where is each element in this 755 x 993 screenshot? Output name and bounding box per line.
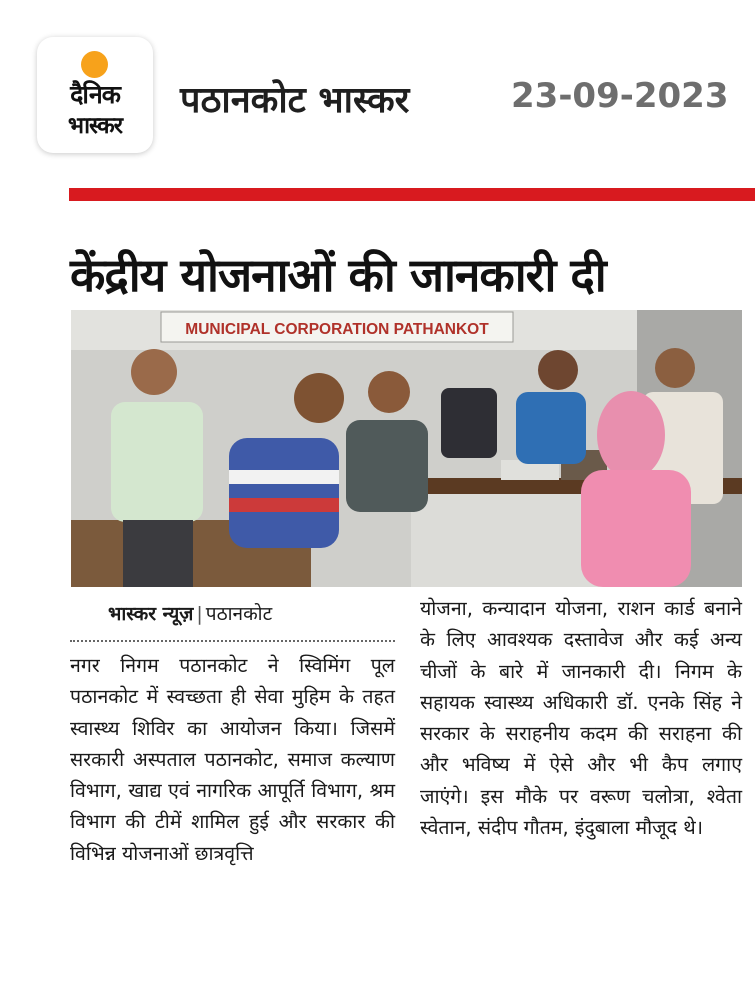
article-body-column-1: नगर निगम पठानकोट ने स्विमिंग पूल पठानकोट में स्वच्छता ही सेवा मुहिम के तहत स्वास्थ्य शिविर का आयोजन किया। जिसमें सरकारी अस्पताल पठानकोट, समाज कल्याण विभाग, खाद्य एवं नागरिक आपूर्ति विभाग, श्रम विभाग की टीमें शामिल हुई और सरकार की विभिन्न योजनाओं छात्रवृत्ति <box>70 654 395 865</box>
article-photo <box>71 310 742 587</box>
edition-title: पठानकोट भास्कर <box>180 80 410 121</box>
logo-text-line2: भास्कर <box>67 113 123 139</box>
article-body-column-2: योजना, कन्यादान योजना, राशन कार्ड बनाने के लिए आवश्यक दस्तावेज और कई अन्य चीजों के बारे में जानकारी दी। निगम के सहायक स्वास्थ्य अधिकारी डॉ. एनके सिंह ने सरकार के सराहनीय कदम की सराहना की और भविष्य में ऐसे और भी कैप लगाए जाएंगे। इस मौके पर वरूण चलोत्रा, श्वेता स्वेतान, संदीप गौतम, इंदुबाला मौजूद थे। <box>420 597 742 840</box>
byline-dotted-divider <box>70 640 395 642</box>
byline-location: पठानकोट <box>205 603 273 625</box>
edition-date: 23-09-2023 <box>511 76 729 116</box>
red-divider-bar <box>69 188 755 201</box>
byline-agency: भास्कर न्यूज़ <box>108 603 194 625</box>
sun-icon <box>81 51 108 78</box>
photo-banner-text: MUNICIPAL CORPORATION PATHANKOT <box>185 321 489 338</box>
logo-text-line1: दैनिक <box>70 80 120 109</box>
article-headline: केंद्रीय योजनाओं की जानकारी दी <box>70 248 606 302</box>
dainik-bhaskar-logo <box>37 37 153 153</box>
byline-separator: | <box>196 603 203 625</box>
article-byline <box>108 600 272 626</box>
